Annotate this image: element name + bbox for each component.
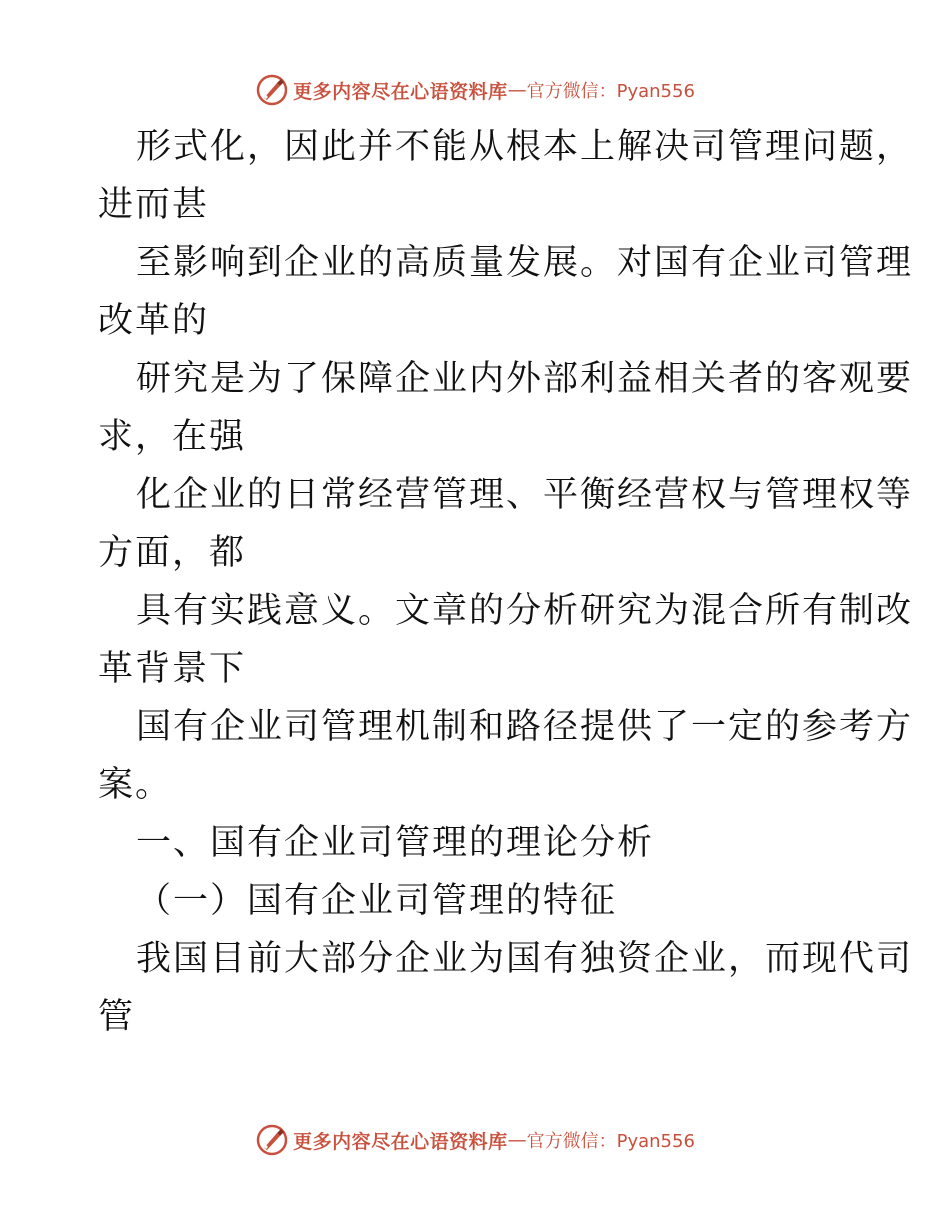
watermark-brand-text: 更多内容尽在心语资料库 [293,80,508,103]
pen-logo-icon [255,73,289,107]
paragraph-line: 革背景下 [98,649,247,689]
document-body [98,118,914,1046]
paragraph-line: 进而甚 [98,185,210,225]
watermark-separator: — [507,79,527,101]
header-watermark [0,70,950,110]
paragraph-line: 管 [98,997,136,1037]
paragraph-line: 研究是为了保障企业内外部利益相关者的客观要 [136,359,914,399]
paragraph-line: 改革的 [98,301,210,341]
paragraph-line: 形式化，因此并不能从根本上解决司管理问题， [136,127,914,167]
watermark-wechat-text: 官方微信：Pyan556 [526,1131,695,1152]
subsection-heading: （一）国有企业司管理的特征 [136,881,618,921]
paragraph-line: 化企业的日常经营管理、平衡经营权与管理权等 [136,475,914,515]
paragraph-line: 具有实践意义。文章的分析研究为混合所有制改 [136,591,914,631]
watermark-wechat-text: 官方微信：Pyan556 [526,81,695,102]
pen-logo-icon [255,1123,289,1157]
paragraph-line: 至影响到企业的高质量发展。对国有企业司管理 [136,243,914,283]
paragraph-line: 求，在强 [98,417,247,457]
paragraph-line: 国有企业司管理机制和路径提供了一定的参考方 [136,707,914,747]
paragraph-line: 方面，都 [98,533,247,573]
footer-watermark [0,1120,950,1160]
watermark-brand-text: 更多内容尽在心语资料库 [293,1130,508,1153]
section-heading: 一、国有企业司管理的理论分析 [136,823,655,863]
paragraph-line: 案。 [98,765,173,805]
watermark-separator: — [507,1129,527,1151]
paragraph-line: 我国目前大部分企业为国有独资企业，而现代司 [136,939,914,979]
